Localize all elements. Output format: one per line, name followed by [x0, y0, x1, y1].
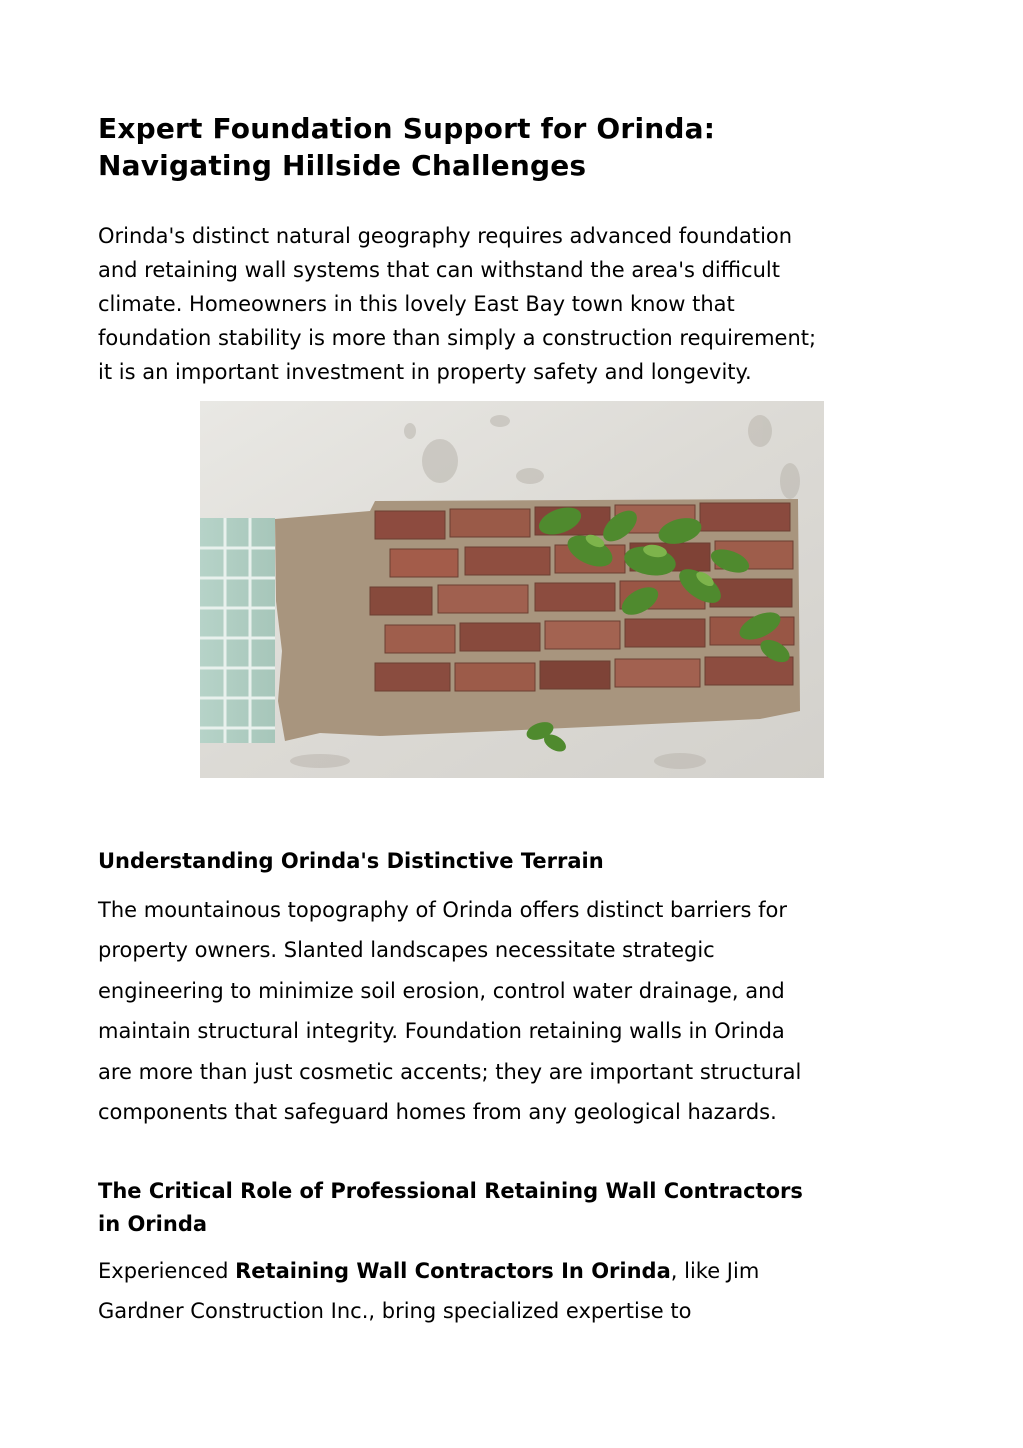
role-heading-line-2: in Orinda	[98, 1212, 208, 1236]
role-line: Gardner Construction Inc., bring specialized expertise to	[98, 1299, 692, 1324]
terrain-line: property owners. Slanted landscapes necessitate strategic	[98, 938, 715, 963]
section-heading-terrain: Understanding Orinda's Distinctive Terrain	[98, 849, 604, 873]
brick-wall-with-plants-photo	[200, 401, 824, 778]
terrain-line: components that safeguard homes from any geological hazards.	[98, 1100, 777, 1125]
tile-panel	[200, 518, 275, 743]
intro-line: Orinda's distinct natural geography requires advanced foundation	[98, 224, 793, 248]
terrain-paragraph	[98, 890, 958, 1132]
terrain-line: The mountainous topography of Orinda offers distinct barriers for	[98, 898, 788, 922]
role-paragraph	[98, 1251, 958, 1332]
terrain-line: are more than just cosmetic accents; they are important structural	[98, 1059, 802, 1084]
page-title-line-1: Expert Foundation Support for Orinda:	[98, 112, 716, 145]
terrain-line: maintain structural integrity. Foundation retaining walls in Orinda	[98, 1019, 785, 1044]
intro-line: climate. Homeowners in this lovely East Bay town know that	[98, 292, 735, 316]
role-line-suffix: , like Jim	[670, 1259, 760, 1283]
section-heading-role	[98, 1175, 958, 1241]
role-line-prefix: Experienced	[98, 1259, 236, 1283]
intro-paragraph	[98, 219, 958, 389]
role-heading-line-1: The Critical Role of Professional Retaining Wall Contractors	[98, 1179, 803, 1203]
intro-line: foundation stability is more than simply a construction requirement;	[98, 326, 817, 350]
page-title	[98, 110, 958, 184]
terrain-line: engineering to minimize soil erosion, control water drainage, and	[98, 978, 785, 1003]
page-title-line-2: Navigating Hillside Challenges	[98, 149, 587, 182]
role-keyword-bold: Retaining Wall Contractors In Orinda	[235, 1259, 671, 1283]
intro-line: it is an important investment in property safety and longevity.	[98, 360, 752, 384]
intro-line: and retaining wall systems that can withstand the area's difficult	[98, 258, 780, 282]
